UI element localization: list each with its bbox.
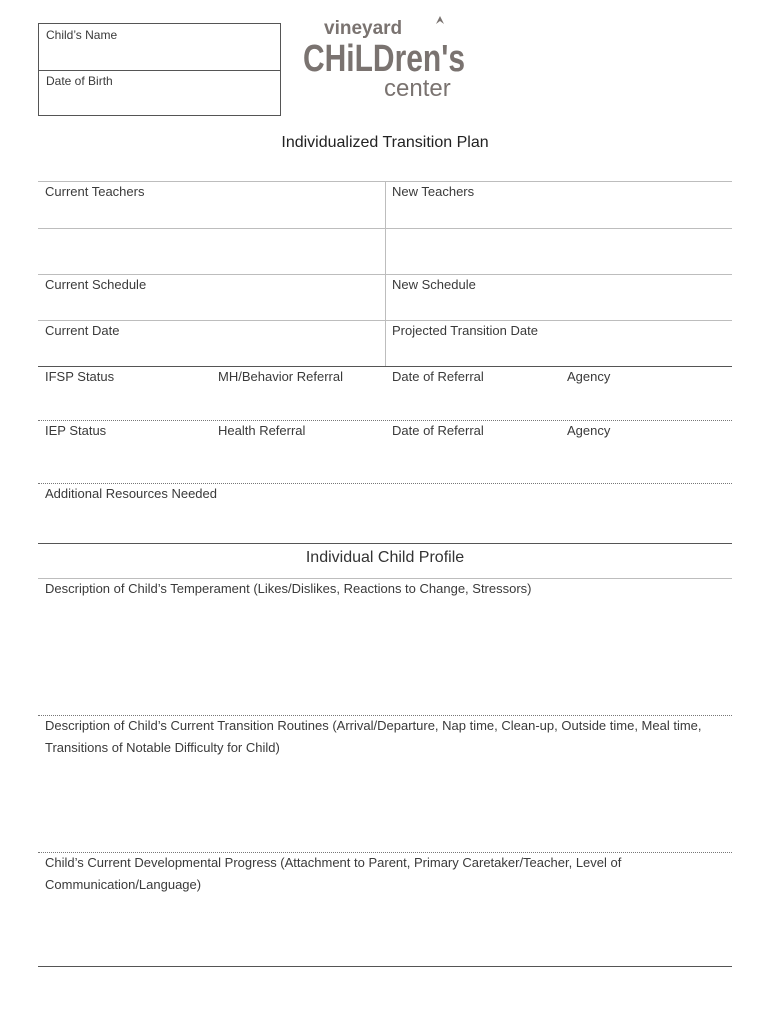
childs-name-field-label: Child’s Name (46, 28, 118, 42)
logo-graphic (300, 14, 470, 102)
logo-text-vineyard: vineyard (324, 18, 403, 39)
date-of-birth-field-label: Date of Birth (46, 74, 113, 88)
developmental-progress-label: Child’s Current Developmental Progress (Attachment to Parent, Primary Caretaker/Teacher, Level of Communication/Language) (45, 855, 622, 892)
child-info-box (38, 23, 281, 116)
profile-section-title: Individual Child Profile (305, 549, 465, 566)
table-line (38, 366, 732, 367)
date-of-referral-label: Date of Referral (392, 423, 484, 438)
vineyard-childrens-center-logo (300, 14, 470, 102)
leaf-icon (436, 16, 444, 24)
logo-text-center: center (384, 75, 451, 102)
agency-label: Agency (567, 423, 611, 438)
table-column-divider (385, 181, 386, 366)
date-of-referral-label: Date of Referral (392, 369, 484, 384)
agency-label: Agency (567, 369, 611, 384)
table-line (38, 483, 732, 484)
new-teachers-label: New Teachers (392, 184, 475, 199)
transition-routines-label: Description of Child’s Current Transition Routines (Arrival/Departure, Nap time, Clean-up, Outside time, Meal time, Transitions of Notable Difficulty for Child) (45, 718, 702, 755)
table-line (38, 420, 732, 421)
current-date-label: Current Date (45, 323, 120, 338)
section-divider (38, 543, 732, 544)
health-referral-label: Health Referral (218, 423, 306, 438)
additional-resources-label: Additional Resources Needed (45, 486, 217, 501)
projected-transition-date-label: Projected Transition Date (392, 323, 538, 338)
current-teachers-label: Current Teachers (45, 184, 145, 199)
iep-status-label: IEP Status (45, 423, 107, 438)
page-title: Individualized Transition Plan (281, 134, 489, 151)
temperament-description-label: Description of Child’s Temperament (Likes/Dislikes, Reactions to Change, Stressors) (45, 581, 532, 596)
logo-text-childrens: CHiLDren's (303, 38, 465, 80)
current-schedule-label: Current Schedule (45, 277, 147, 292)
name-box-divider (39, 70, 280, 71)
new-schedule-label: New Schedule (392, 277, 476, 292)
mh-behavior-referral-label: MH/Behavior Referral (218, 369, 343, 384)
ifsp-status-label: IFSP Status (45, 369, 115, 384)
bottom-line (38, 966, 732, 967)
